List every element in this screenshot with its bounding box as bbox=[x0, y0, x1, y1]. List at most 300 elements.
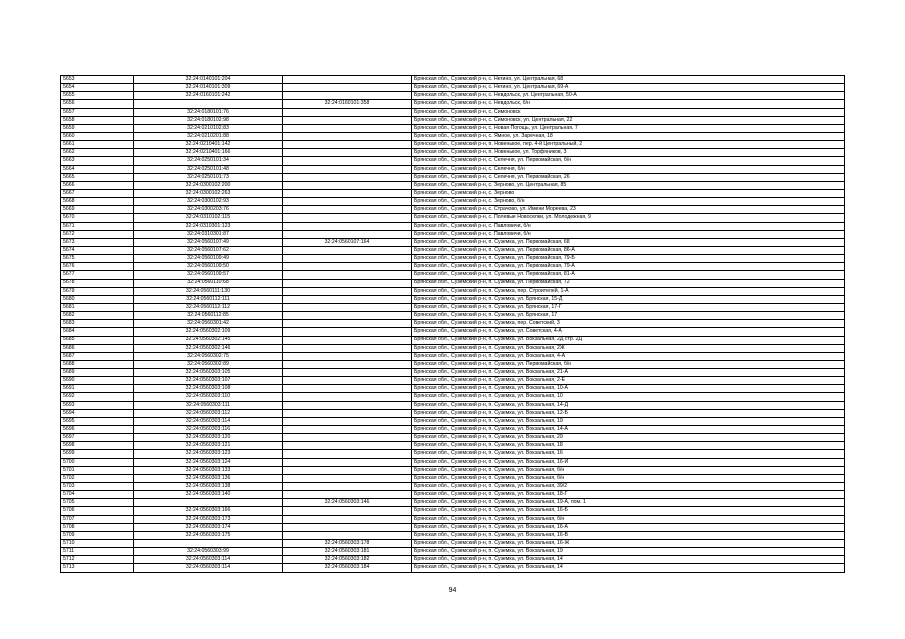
table-row bbox=[61, 157, 845, 165]
table-row bbox=[61, 409, 845, 417]
table-row bbox=[61, 255, 845, 263]
cadastral-number-cell: 32:24:0250101:34 bbox=[134, 157, 283, 165]
table-row bbox=[61, 377, 845, 385]
address-cell: Брянская обл., Суземский р-н, п. Суземка, ул. Брянская, 17 bbox=[412, 312, 845, 320]
related-cadastral-number-cell bbox=[283, 279, 412, 287]
table-row bbox=[61, 328, 845, 336]
related-cadastral-number-cell bbox=[283, 466, 412, 474]
related-cadastral-number-cell bbox=[283, 214, 412, 222]
related-cadastral-number-cell: 32:24:0560303:184 bbox=[283, 564, 412, 572]
related-cadastral-number-cell bbox=[283, 303, 412, 311]
related-cadastral-number-cell bbox=[283, 523, 412, 531]
related-cadastral-number-cell: 32:24:0560303:146 bbox=[283, 499, 412, 507]
registry-table bbox=[60, 75, 845, 573]
row-number-cell: 5659 bbox=[61, 124, 134, 132]
row-number-cell: 5701 bbox=[61, 466, 134, 474]
related-cadastral-number-cell: 32:24:0560303:178 bbox=[283, 540, 412, 548]
table-row bbox=[61, 360, 845, 368]
address-cell: Брянская обл., Суземский р-н, п. Суземка, ул. Вокзальная, 19-А, пом. 1 bbox=[412, 499, 845, 507]
cadastral-number-cell: 32:24:0560303:110 bbox=[134, 393, 283, 401]
table-row bbox=[61, 474, 845, 482]
cadastral-number-cell: 32:24:0560112:85 bbox=[134, 312, 283, 320]
table-row bbox=[61, 189, 845, 197]
address-cell: Брянская обл., Суземский р-н, п. Суземка, ул. Первомайская, 81-А bbox=[412, 271, 845, 279]
cadastral-number-cell: 32:24:0560303:140 bbox=[134, 491, 283, 499]
related-cadastral-number-cell bbox=[283, 531, 412, 539]
related-cadastral-number-cell bbox=[283, 401, 412, 409]
row-number-cell: 5695 bbox=[61, 417, 134, 425]
row-number-cell: 5678 bbox=[61, 279, 134, 287]
table-row bbox=[61, 352, 845, 360]
row-number-cell: 5694 bbox=[61, 409, 134, 417]
table-row bbox=[61, 320, 845, 328]
address-cell: Брянская обл., Суземский р-н, п. Суземка, пер. Советский, 3 bbox=[412, 320, 845, 328]
related-cadastral-number-cell bbox=[283, 149, 412, 157]
table-row bbox=[61, 181, 845, 189]
row-number-cell: 5668 bbox=[61, 198, 134, 206]
address-cell: Брянская обл., Суземский р-н, с. Павловичи, б/н bbox=[412, 230, 845, 238]
address-cell: Брянская обл., Суземский р-н, п. Суземка, пер. Строителей, 1-А bbox=[412, 287, 845, 295]
cadastral-number-cell: 32:24:0560110:68 bbox=[134, 279, 283, 287]
related-cadastral-number-cell bbox=[283, 108, 412, 116]
table-row bbox=[61, 491, 845, 499]
row-number-cell: 5680 bbox=[61, 295, 134, 303]
cadastral-number-cell: 32:24:0560303:120 bbox=[134, 434, 283, 442]
related-cadastral-number-cell bbox=[283, 352, 412, 360]
cadastral-number-cell: 32:24:0560301:42 bbox=[134, 320, 283, 328]
related-cadastral-number-cell bbox=[283, 474, 412, 482]
cadastral-number-cell: 32:24:0560302:75 bbox=[134, 352, 283, 360]
related-cadastral-number-cell bbox=[283, 141, 412, 149]
row-number-cell: 5655 bbox=[61, 92, 134, 100]
address-cell: Брянская обл., Суземский р-н, п. Суземка, ул. Вокзальная, 16-И bbox=[412, 458, 845, 466]
table-row bbox=[61, 132, 845, 140]
cadastral-number-cell: 32:24:0560112:111 bbox=[134, 295, 283, 303]
row-number-cell: 5686 bbox=[61, 344, 134, 352]
row-number-cell: 5656 bbox=[61, 100, 134, 108]
cadastral-number-cell bbox=[134, 100, 283, 108]
related-cadastral-number-cell bbox=[283, 124, 412, 132]
address-cell: Брянская обл., Суземский р-н, п. Суземка, ул. Первомайская, 79-А bbox=[412, 263, 845, 271]
row-number-cell: 5684 bbox=[61, 328, 134, 336]
address-cell: Брянская обл., Суземский р-н, с. Зерново, ул. Центральная, 85 bbox=[412, 181, 845, 189]
cadastral-number-cell: 32:24:0560302:109 bbox=[134, 328, 283, 336]
table-row bbox=[61, 116, 845, 124]
address-cell: Брянская обл., Суземский р-н, п. Суземка, ул. Вокзальная, 2Д стр. 2Д bbox=[412, 336, 845, 344]
row-number-cell: 5699 bbox=[61, 450, 134, 458]
table-row bbox=[61, 548, 845, 556]
address-cell: Брянская обл., Суземский р-н, п. Суземка, ул. Вокзальная, б/н bbox=[412, 474, 845, 482]
related-cadastral-number-cell bbox=[283, 255, 412, 263]
table-row bbox=[61, 230, 845, 238]
row-number-cell: 5705 bbox=[61, 499, 134, 507]
related-cadastral-number-cell bbox=[283, 442, 412, 450]
related-cadastral-number-cell bbox=[283, 132, 412, 140]
address-cell: Брянская обл., Суземский р-н, п. Суземка, ул. Вокзальная, 16-Ж bbox=[412, 540, 845, 548]
related-cadastral-number-cell bbox=[283, 458, 412, 466]
related-cadastral-number-cell bbox=[283, 393, 412, 401]
address-cell: Брянская обл., Суземский р-н, с. Полевые Новоселки, ул. Молодежная, 9 bbox=[412, 214, 845, 222]
row-number-cell: 5685 bbox=[61, 336, 134, 344]
address-cell: Брянская обл., Суземский р-н, п. Суземка, ул. Вокзальная, 16-В bbox=[412, 531, 845, 539]
row-number-cell: 5712 bbox=[61, 556, 134, 564]
table-row bbox=[61, 271, 845, 279]
row-number-cell: 5688 bbox=[61, 360, 134, 368]
related-cadastral-number-cell bbox=[283, 263, 412, 271]
cadastral-number-cell: 32:24:0560112:112 bbox=[134, 303, 283, 311]
address-cell: Брянская обл., Суземский р-н, п. Суземка, ул. Вокзальная, 14-Д bbox=[412, 401, 845, 409]
row-number-cell: 5706 bbox=[61, 507, 134, 515]
address-cell: Брянская обл., Суземский р-н, п. Суземка, ул. Вокзальная, 18-Г bbox=[412, 491, 845, 499]
row-number-cell: 5683 bbox=[61, 320, 134, 328]
table-row bbox=[61, 344, 845, 352]
row-number-cell: 5666 bbox=[61, 181, 134, 189]
row-number-cell: 5692 bbox=[61, 393, 134, 401]
address-cell: Брянская обл., Суземский р-н, с. Павловичи, б/н bbox=[412, 222, 845, 230]
row-number-cell: 5677 bbox=[61, 271, 134, 279]
related-cadastral-number-cell: 32:24:0160101:358 bbox=[283, 100, 412, 108]
row-number-cell: 5671 bbox=[61, 222, 134, 230]
table-row bbox=[61, 206, 845, 214]
address-cell: Брянская обл., Суземский р-н, п. Суземка, ул. Вокзальная, 19 bbox=[412, 417, 845, 425]
cadastral-number-cell: 32:24:0310301:123 bbox=[134, 222, 283, 230]
row-number-cell: 5665 bbox=[61, 173, 134, 181]
related-cadastral-number-cell bbox=[283, 189, 412, 197]
cadastral-number-cell: 32:24:0560303:174 bbox=[134, 523, 283, 531]
address-cell: Брянская обл., Суземский р-н, с. Негино, ул. Центральная, 69-А bbox=[412, 84, 845, 92]
cadastral-number-cell: 32:24:0160101:242 bbox=[134, 92, 283, 100]
row-number-cell: 5662 bbox=[61, 149, 134, 157]
table-row bbox=[61, 100, 845, 108]
cadastral-number-cell: 32:24:0560303:99 bbox=[134, 548, 283, 556]
address-cell: Брянская обл., Суземский р-н, п. Суземка, ул. Вокзальная, 16-А bbox=[412, 523, 845, 531]
address-cell: Брянская обл., Суземский р-н, п. Суземка, ул. Вокзальная, 2-Е bbox=[412, 377, 845, 385]
address-cell: Брянская обл., Суземский р-н, с. Ямное, ул. Заречная, 18 bbox=[412, 132, 845, 140]
row-number-cell: 5697 bbox=[61, 434, 134, 442]
row-number-cell: 5672 bbox=[61, 230, 134, 238]
row-number-cell: 5704 bbox=[61, 491, 134, 499]
row-number-cell: 5660 bbox=[61, 132, 134, 140]
related-cadastral-number-cell bbox=[283, 369, 412, 377]
cadastral-number-cell: 32:24:0560303:112 bbox=[134, 409, 283, 417]
cadastral-number-cell: 32:24:0180102:98 bbox=[134, 116, 283, 124]
table-row bbox=[61, 141, 845, 149]
address-cell: Брянская обл., Суземский р-н, с. Селечня, ул. Первомайская, 26 bbox=[412, 173, 845, 181]
table-row bbox=[61, 303, 845, 311]
cadastral-number-cell: 32:24:0560109:49 bbox=[134, 255, 283, 263]
table-row bbox=[61, 540, 845, 548]
table-row bbox=[61, 426, 845, 434]
address-cell: Брянская обл., Суземский р-н, п. Суземка, ул. Вокзальная, б/н bbox=[412, 515, 845, 523]
row-number-cell: 5690 bbox=[61, 377, 134, 385]
cadastral-number-cell bbox=[134, 540, 283, 548]
address-cell: Брянская обл., Суземский р-н, с. Селечня, ул. Первомайская, б/н bbox=[412, 157, 845, 165]
cadastral-number-cell: 32:24:0560303:124 bbox=[134, 458, 283, 466]
row-number-cell: 5673 bbox=[61, 238, 134, 246]
address-cell: Брянская обл., Суземский р-н, с. Новая Погощь, ул. Центральная, 7 bbox=[412, 124, 845, 132]
cadastral-number-cell: 32:24:0560303:175 bbox=[134, 531, 283, 539]
table-row bbox=[61, 442, 845, 450]
related-cadastral-number-cell bbox=[283, 515, 412, 523]
cadastral-number-cell: 32:24:0560303:173 bbox=[134, 515, 283, 523]
table-row bbox=[61, 312, 845, 320]
table-row bbox=[61, 246, 845, 254]
cadastral-number-cell: 32:24:0560107:49 bbox=[134, 238, 283, 246]
cadastral-number-cell: 32:24:0560303:111 bbox=[134, 401, 283, 409]
cadastral-number-cell: 32:24:0140101:309 bbox=[134, 84, 283, 92]
related-cadastral-number-cell bbox=[283, 206, 412, 214]
table-row bbox=[61, 173, 845, 181]
table-row bbox=[61, 417, 845, 425]
row-number-cell: 5664 bbox=[61, 165, 134, 173]
row-number-cell: 5713 bbox=[61, 564, 134, 572]
related-cadastral-number-cell bbox=[283, 450, 412, 458]
table-row bbox=[61, 279, 845, 287]
cadastral-number-cell: 32:24:0560109:57 bbox=[134, 271, 283, 279]
related-cadastral-number-cell bbox=[283, 426, 412, 434]
row-number-cell: 5710 bbox=[61, 540, 134, 548]
cadastral-number-cell: 32:24:0250101:48 bbox=[134, 165, 283, 173]
cadastral-number-cell: 32:24:0560302:89 bbox=[134, 360, 283, 368]
related-cadastral-number-cell: 32:24:0560303:181 bbox=[283, 548, 412, 556]
address-cell: Брянская обл., Суземский р-н, п. Новенькое, пер. 4-й Центральный, 2 bbox=[412, 141, 845, 149]
row-number-cell: 5693 bbox=[61, 401, 134, 409]
row-number-cell: 5679 bbox=[61, 287, 134, 295]
row-number-cell: 5661 bbox=[61, 141, 134, 149]
cadastral-number-cell: 32:24:0210201:88 bbox=[134, 132, 283, 140]
table-row bbox=[61, 564, 845, 572]
related-cadastral-number-cell bbox=[283, 320, 412, 328]
address-cell: Брянская обл., Суземский р-н, п. Суземка, ул. Вокзальная, 2Ж bbox=[412, 344, 845, 352]
row-number-cell: 5674 bbox=[61, 246, 134, 254]
row-number-cell: 5670 bbox=[61, 214, 134, 222]
related-cadastral-number-cell bbox=[283, 377, 412, 385]
cadastral-number-cell: 32:24:0310301:87 bbox=[134, 230, 283, 238]
cadastral-number-cell: 32:24:0560302:145 bbox=[134, 336, 283, 344]
related-cadastral-number-cell bbox=[283, 328, 412, 336]
row-number-cell: 5696 bbox=[61, 426, 134, 434]
table-row bbox=[61, 214, 845, 222]
related-cadastral-number-cell bbox=[283, 84, 412, 92]
address-cell: Брянская обл., Суземский р-н, п. Суземка, ул. Вокзальная, 18 bbox=[412, 442, 845, 450]
cadastral-number-cell: 32:24:0560303:108 bbox=[134, 385, 283, 393]
row-number-cell: 5669 bbox=[61, 206, 134, 214]
cadastral-number-cell: 32:24:0250101:73 bbox=[134, 173, 283, 181]
related-cadastral-number-cell bbox=[283, 360, 412, 368]
related-cadastral-number-cell bbox=[283, 92, 412, 100]
cadastral-number-cell: 32:24:0210102:83 bbox=[134, 124, 283, 132]
cadastral-number-cell: 32:24:0560303:114 bbox=[134, 417, 283, 425]
table-row bbox=[61, 369, 845, 377]
row-number-cell: 5658 bbox=[61, 116, 134, 124]
address-cell: Брянская обл., Суземский р-н, п. Суземка, ул. Вокзальная, 39/2 bbox=[412, 483, 845, 491]
row-number-cell: 5653 bbox=[61, 76, 134, 84]
table-row bbox=[61, 434, 845, 442]
row-number-cell: 5676 bbox=[61, 263, 134, 271]
cadastral-number-cell: 32:24:0560303:166 bbox=[134, 507, 283, 515]
cadastral-number-cell: 32:24:0560302:146 bbox=[134, 344, 283, 352]
table-row bbox=[61, 483, 845, 491]
cadastral-number-cell: 32:24:0210401:142 bbox=[134, 141, 283, 149]
address-cell: Брянская обл., Суземский р-н, п. Новенькое, ул. Торфяников, 3 bbox=[412, 149, 845, 157]
related-cadastral-number-cell bbox=[283, 312, 412, 320]
table-row bbox=[61, 385, 845, 393]
related-cadastral-number-cell bbox=[283, 76, 412, 84]
related-cadastral-number-cell bbox=[283, 173, 412, 181]
address-cell: Брянская обл., Суземский р-н, с. Негино, ул. Центральная, 68 bbox=[412, 76, 845, 84]
related-cadastral-number-cell bbox=[283, 116, 412, 124]
table-row bbox=[61, 165, 845, 173]
table-row bbox=[61, 531, 845, 539]
related-cadastral-number-cell bbox=[283, 385, 412, 393]
address-cell: Брянская обл., Суземский р-н, п. Суземка, ул. Первомайская, 79-Б bbox=[412, 255, 845, 263]
address-cell: Брянская обл., Суземский р-н, п. Суземка, ул. Вокзальная, 14-А bbox=[412, 426, 845, 434]
table-row bbox=[61, 92, 845, 100]
related-cadastral-number-cell bbox=[283, 417, 412, 425]
table-row bbox=[61, 499, 845, 507]
address-cell: Брянская обл., Суземский р-н, с. Селечня, б/н bbox=[412, 165, 845, 173]
related-cadastral-number-cell bbox=[283, 507, 412, 515]
row-number-cell: 5667 bbox=[61, 189, 134, 197]
row-number-cell: 5698 bbox=[61, 442, 134, 450]
table-row bbox=[61, 295, 845, 303]
cadastral-number-cell: 32:24:0560303:107 bbox=[134, 377, 283, 385]
address-cell: Брянская обл., Суземский р-н, с. Симоновск bbox=[412, 108, 845, 116]
table-row bbox=[61, 108, 845, 116]
cadastral-number-cell: 32:24:0560303:123 bbox=[134, 450, 283, 458]
related-cadastral-number-cell: 32:24:0560107:164 bbox=[283, 238, 412, 246]
address-cell: Брянская обл., Суземский р-н, п. Суземка, ул. Вокзальная, 29 bbox=[412, 434, 845, 442]
related-cadastral-number-cell bbox=[283, 409, 412, 417]
table-row bbox=[61, 458, 845, 466]
address-cell: Брянская обл., Суземский р-н, п. Суземка, ул. Вокзальная, 14 bbox=[412, 556, 845, 564]
table-row bbox=[61, 515, 845, 523]
table-row bbox=[61, 222, 845, 230]
table-row bbox=[61, 466, 845, 474]
related-cadastral-number-cell bbox=[283, 198, 412, 206]
row-number-cell: 5707 bbox=[61, 515, 134, 523]
address-cell: Брянская обл., Суземский р-н, п. Суземка, ул. Первомайская, 86-А bbox=[412, 246, 845, 254]
table-row bbox=[61, 507, 845, 515]
cadastral-number-cell: 32:24:0560303:136 bbox=[134, 474, 283, 482]
related-cadastral-number-cell bbox=[283, 344, 412, 352]
table-row bbox=[61, 76, 845, 84]
related-cadastral-number-cell bbox=[283, 230, 412, 238]
row-number-cell: 5663 bbox=[61, 157, 134, 165]
related-cadastral-number-cell bbox=[283, 483, 412, 491]
row-number-cell: 5654 bbox=[61, 84, 134, 92]
cadastral-number-cell: 32:24:0300102:200 bbox=[134, 181, 283, 189]
table-row bbox=[61, 263, 845, 271]
table-row bbox=[61, 336, 845, 344]
table-row bbox=[61, 393, 845, 401]
address-cell: Брянская обл., Суземский р-н, п. Суземка, ул. Брянская, 15-Д bbox=[412, 295, 845, 303]
cadastral-number-cell: 32:24:0560303:105 bbox=[134, 369, 283, 377]
address-cell: Брянская обл., Суземский р-н, с. Симоновск, ул. Центральная, 22 bbox=[412, 116, 845, 124]
related-cadastral-number-cell bbox=[283, 336, 412, 344]
cadastral-number-cell: 32:24:0560107:62 bbox=[134, 246, 283, 254]
address-cell: Брянская обл., Суземский р-н, п. Суземка, ул. Советская, 4-А bbox=[412, 328, 845, 336]
cadastral-number-cell: 32:24:0560303:133 bbox=[134, 466, 283, 474]
row-number-cell: 5709 bbox=[61, 531, 134, 539]
related-cadastral-number-cell bbox=[283, 181, 412, 189]
table-row bbox=[61, 401, 845, 409]
cadastral-number-cell: 32:24:0140101:204 bbox=[134, 76, 283, 84]
cadastral-number-cell: 32:24:0300102:263 bbox=[134, 189, 283, 197]
address-cell: Брянская обл., Суземский р-н, п. Суземка, ул. Первомайская, б/н bbox=[412, 360, 845, 368]
row-number-cell: 5657 bbox=[61, 108, 134, 116]
related-cadastral-number-cell bbox=[283, 287, 412, 295]
address-cell: Брянская обл., Суземский р-н, п. Суземка, ул. Первомайская, 72 bbox=[412, 279, 845, 287]
table-row bbox=[61, 523, 845, 531]
row-number-cell: 5708 bbox=[61, 523, 134, 531]
row-number-cell: 5681 bbox=[61, 303, 134, 311]
cadastral-number-cell: 32:24:0560111:130 bbox=[134, 287, 283, 295]
address-cell: Брянская обл., Суземский р-н, п. Суземка, ул. Вокзальная, 19 bbox=[412, 548, 845, 556]
address-cell: Брянская обл., Суземский р-н, с. Невдольск, б/н bbox=[412, 100, 845, 108]
related-cadastral-number-cell bbox=[283, 165, 412, 173]
table-row bbox=[61, 287, 845, 295]
address-cell: Брянская обл., Суземский р-н, с. Зерново bbox=[412, 189, 845, 197]
row-number-cell: 5691 bbox=[61, 385, 134, 393]
related-cadastral-number-cell: 32:24:0560303:182 bbox=[283, 556, 412, 564]
related-cadastral-number-cell bbox=[283, 222, 412, 230]
cadastral-number-cell: 32:24:0300102:93 bbox=[134, 198, 283, 206]
cadastral-number-cell: 32:24:0560303:121 bbox=[134, 442, 283, 450]
address-cell: Брянская обл., Суземский р-н, п. Суземка, ул. Вокзальная, 12-Б bbox=[412, 409, 845, 417]
cadastral-number-cell: 32:24:0560303:114 bbox=[134, 556, 283, 564]
related-cadastral-number-cell bbox=[283, 491, 412, 499]
address-cell: Брянская обл., Суземский р-н, п. Суземка, ул. Вокзальная, б/н bbox=[412, 466, 845, 474]
row-number-cell: 5703 bbox=[61, 483, 134, 491]
cadastral-number-cell: 32:24:0560109:50 bbox=[134, 263, 283, 271]
address-cell: Брянская обл., Суземский р-н, п. Суземка, ул. Вокзальная, 14 bbox=[412, 564, 845, 572]
address-cell: Брянская обл., Суземский р-н, п. Суземка, ул. Брянская, 17-Г bbox=[412, 303, 845, 311]
cadastral-number-cell bbox=[134, 499, 283, 507]
address-cell: Брянская обл., Суземский р-н, п. Суземка, ул. Вокзальная, 16 bbox=[412, 450, 845, 458]
address-cell: Брянская обл., Суземский р-н, с. Невдольск, ул. Центральная, 50-А bbox=[412, 92, 845, 100]
address-cell: Брянская обл., Суземский р-н, п. Суземка, ул. Вокзальная, 4-А bbox=[412, 352, 845, 360]
address-cell: Брянская обл., Суземский р-н, п. Суземка, ул. Вокзальная, 21-А bbox=[412, 369, 845, 377]
related-cadastral-number-cell bbox=[283, 246, 412, 254]
cadastral-number-cell: 32:24:0560303:114 bbox=[134, 564, 283, 572]
table-row bbox=[61, 149, 845, 157]
row-number-cell: 5689 bbox=[61, 369, 134, 377]
related-cadastral-number-cell bbox=[283, 271, 412, 279]
table-row bbox=[61, 450, 845, 458]
row-number-cell: 5711 bbox=[61, 548, 134, 556]
cadastral-number-cell: 32:24:0300203:76 bbox=[134, 206, 283, 214]
related-cadastral-number-cell bbox=[283, 157, 412, 165]
table-row bbox=[61, 198, 845, 206]
row-number-cell: 5687 bbox=[61, 352, 134, 360]
cadastral-number-cell: 32:24:0560303:116 bbox=[134, 426, 283, 434]
address-cell: Брянская обл., Суземский р-н, п. Суземка, ул. Вокзальная, 16-Б bbox=[412, 507, 845, 515]
cadastral-number-cell: 32:24:0180101:76 bbox=[134, 108, 283, 116]
row-number-cell: 5702 bbox=[61, 474, 134, 482]
row-number-cell: 5675 bbox=[61, 255, 134, 263]
registry-table-body bbox=[61, 76, 845, 573]
address-cell: Брянская обл., Суземский р-н, с. Зерново, б/н bbox=[412, 198, 845, 206]
cadastral-number-cell: 32:24:0310102:115 bbox=[134, 214, 283, 222]
table-row bbox=[61, 238, 845, 246]
related-cadastral-number-cell bbox=[283, 295, 412, 303]
address-cell: Брянская обл., Суземский р-н, п. Суземка, ул. Вокзальная, 10-А bbox=[412, 385, 845, 393]
table-row bbox=[61, 84, 845, 92]
cadastral-number-cell: 32:24:0560303:138 bbox=[134, 483, 283, 491]
table-row bbox=[61, 556, 845, 564]
row-number-cell: 5682 bbox=[61, 312, 134, 320]
